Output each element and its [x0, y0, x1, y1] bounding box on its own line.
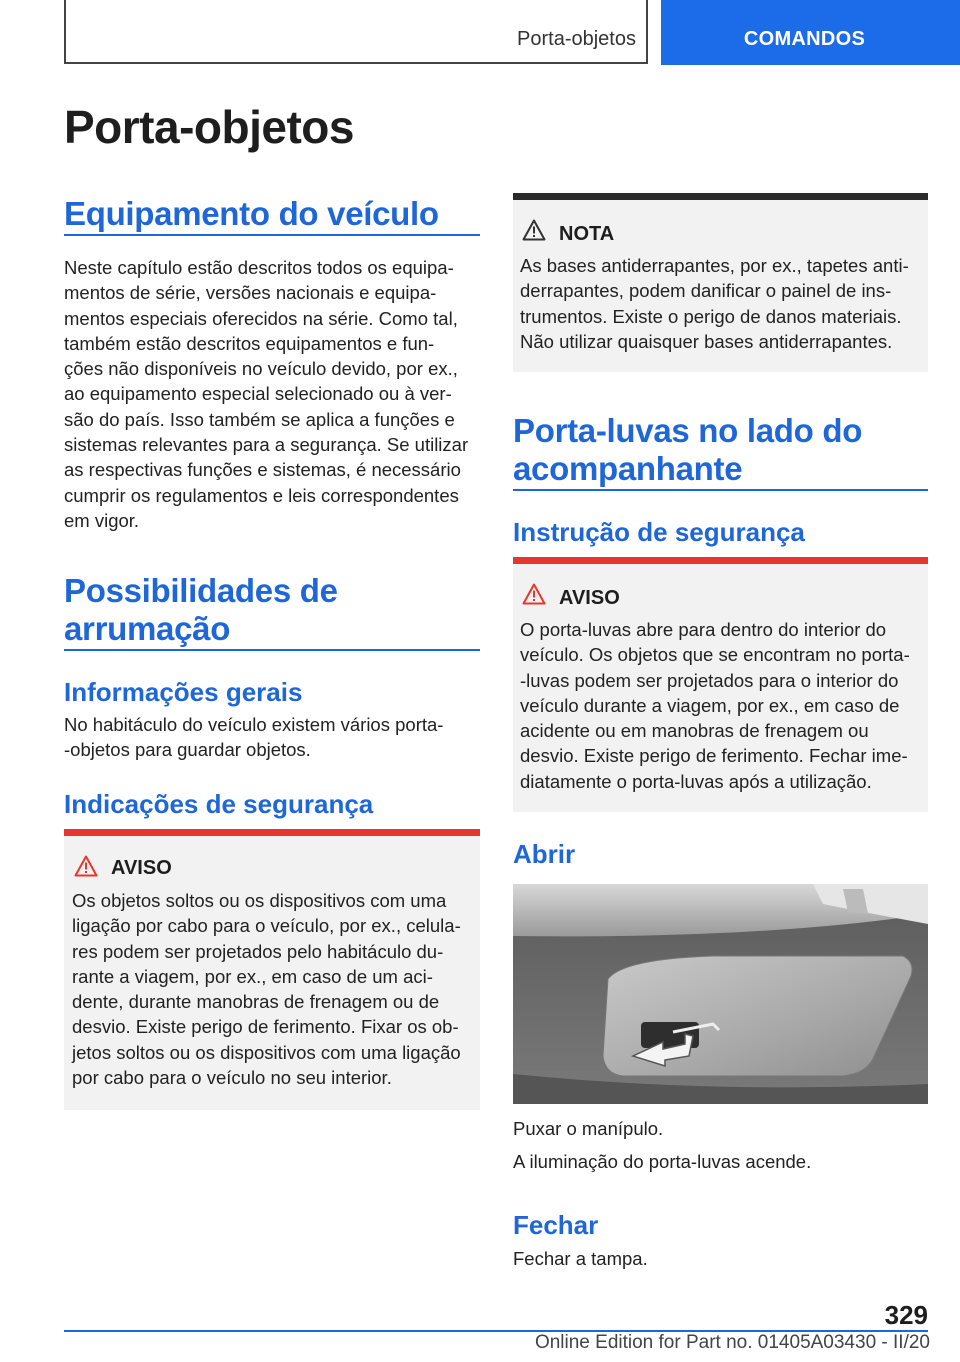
footer-edition: Online Edition for Part no. 01405A03430 - II/20 — [534, 1332, 930, 1353]
fechar-step: Fechar a tampa. — [513, 1248, 648, 1269]
heading-equipamento: Equipamento do veículo — [64, 195, 439, 232]
heading-indicacoes: Indicações de segurança — [64, 789, 374, 819]
heading-rule — [64, 234, 480, 236]
glovebox-photo — [513, 884, 928, 1104]
informacoes-paragraph: No habitáculo do veículo existem vários porta- -objetos para guardar objetos. — [64, 714, 444, 761]
heading-abrir: Abrir — [513, 839, 576, 869]
heading-informacoes: Informações gerais — [64, 677, 303, 707]
warning-triangle-icon — [522, 219, 546, 246]
warning-box — [513, 557, 928, 812]
warning-box — [64, 829, 480, 1110]
heading-fechar: Fechar — [513, 1210, 599, 1240]
header-section-title: Porta-objetos — [517, 28, 636, 50]
heading-rule — [513, 489, 928, 491]
note-label: NOTA — [559, 223, 615, 245]
note-bar — [513, 193, 928, 200]
page-title: Porta-objetos — [64, 101, 354, 153]
note-text: As bases antiderrapantes, por ex., tapetes anti- derrapantes, podem danificar o painel de ins- trumentos. Existe o perigo de danos materiais. Não utilizar quaisquer bases antiderrapantes. — [520, 255, 909, 352]
note-box — [513, 193, 928, 372]
warning-triangle-icon — [522, 583, 546, 610]
warning-bar — [64, 829, 480, 836]
page-number: 329 — [884, 1300, 928, 1330]
equipamento-paragraph: Neste capítulo estão descritos todos os equipa- mentos de série, versões nacionais e equipa- mentos especiais oferecidos na série. Como tal, também estão descritos equipamentos e fun- ções não disponíveis no veículo devido, por ex., ao equipamento especial selecionado ou à ver- são do país. Isso também se aplica a funções e sistemas relevantes para a segurança. Se utilizar as respectivas funções e sistemas, é necessário cumprir os regulamentos e leis correspondentes em vigor. — [64, 257, 469, 531]
header-chapter-label: COMANDOS — [743, 28, 866, 50]
heading-portaluvas: Porta-luvas no lado do acompanhante — [513, 412, 863, 487]
warning-bar — [513, 557, 928, 564]
warning-label: AVISO — [111, 857, 172, 879]
abrir-step: Puxar o manípulo. — [513, 1118, 664, 1139]
warning-text: O porta-luvas abre para dentro do interior do veículo. Os objetos que se encontram no porta- -luvas podem ser projetados para o interior do veículo durante a viagem, por ex., em caso de acidente ou em manobras de frenagem ou desvio. Existe perigo de ferimento. Fechar ime- diatamente o porta-luvas após a utilização. — [520, 619, 910, 792]
warning-text: Os objetos soltos ou os dispositivos com uma ligação por cabo para o veículo, por ex., celula- res podem ser projetados pelo habitáculo du- rante a viagem, por ex., em caso de um aci- dente, durante manobras de frenagem ou de desvio. Existe perigo de ferimento. Fixar os ob- jetos soltos ou os dispositivos com uma ligação por cabo para o veículo no seu interior. — [72, 890, 461, 1089]
abrir-step: A iluminação do porta-luvas acende. — [513, 1151, 812, 1172]
heading-possibilidades: Possibilidades de arrumação — [64, 572, 338, 647]
heading-instrucao: Instrução de segurança — [513, 517, 805, 547]
warning-triangle-icon — [74, 855, 98, 882]
warning-label: AVISO — [559, 587, 620, 609]
heading-rule — [64, 649, 480, 651]
